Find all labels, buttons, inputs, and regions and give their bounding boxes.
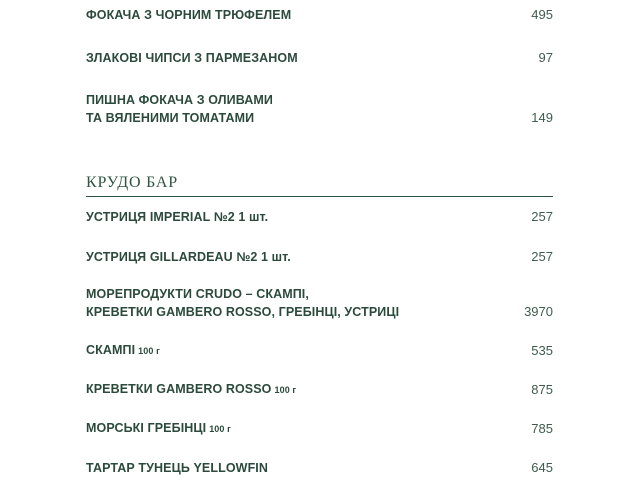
menu-item-price: 495: [531, 7, 553, 22]
menu-item-name: СКАМПІ 100 г: [86, 343, 160, 357]
menu-item-name: ПИШНА ФОКАЧА З ОЛИВАМИ ТА ВЯЛЕНИМИ ТОМАТАМИ: [86, 93, 273, 125]
menu-item-price: 875: [531, 382, 553, 397]
menu-item-price: 3970: [524, 304, 553, 319]
menu-item-name: КРЕВЕТКИ GAMBERO ROSSO 100 г: [86, 382, 297, 396]
menu-item: [86, 91, 553, 127]
menu-item: [86, 248, 553, 266]
menu-item-name: ЗЛАКОВІ ЧИПСИ З ПАРМЕЗАНОМ: [86, 51, 298, 65]
menu-item: [86, 342, 553, 360]
section-divider: [86, 196, 553, 197]
menu-item-price: 535: [531, 343, 553, 358]
menu-item-name: ТАРТАР ТУНЕЦЬ YELLOWFIN: [86, 461, 268, 475]
menu-item: [86, 208, 553, 226]
menu-item-price: 149: [531, 110, 553, 125]
menu-item-price: 785: [531, 421, 553, 436]
menu-item: [86, 6, 553, 24]
menu-item-name: МОРЕПРОДУКТИ CRUDO – СКАМПІ, КРЕВЕТКИ GAMBERO ROSSO, ГРЕБІНЦІ, УСТРИЦІ: [86, 287, 400, 319]
menu-item: [86, 285, 553, 321]
menu-item-name: УСТРИЦЯ GILLARDEAU №2 1 шт.: [86, 250, 291, 264]
section-title: КРУДО БАР: [86, 174, 178, 191]
menu-item-name: УСТРИЦЯ IMPERIAL №2 1 шт.: [86, 210, 269, 224]
menu-item-price: 257: [531, 249, 553, 264]
menu-item-name: ФОКАЧА З ЧОРНИМ ТРЮФЕЛЕМ: [86, 8, 292, 22]
menu-item-name: МОРСЬКІ ГРЕБІНЦІ 100 г: [86, 421, 231, 435]
menu-item: [86, 49, 553, 67]
menu-item-price: 97: [538, 50, 553, 65]
menu-item: [86, 459, 553, 477]
menu-item: [86, 420, 553, 438]
menu-item-price: 257: [531, 209, 553, 224]
menu-item: [86, 381, 553, 399]
menu-item-price: 645: [531, 460, 553, 475]
